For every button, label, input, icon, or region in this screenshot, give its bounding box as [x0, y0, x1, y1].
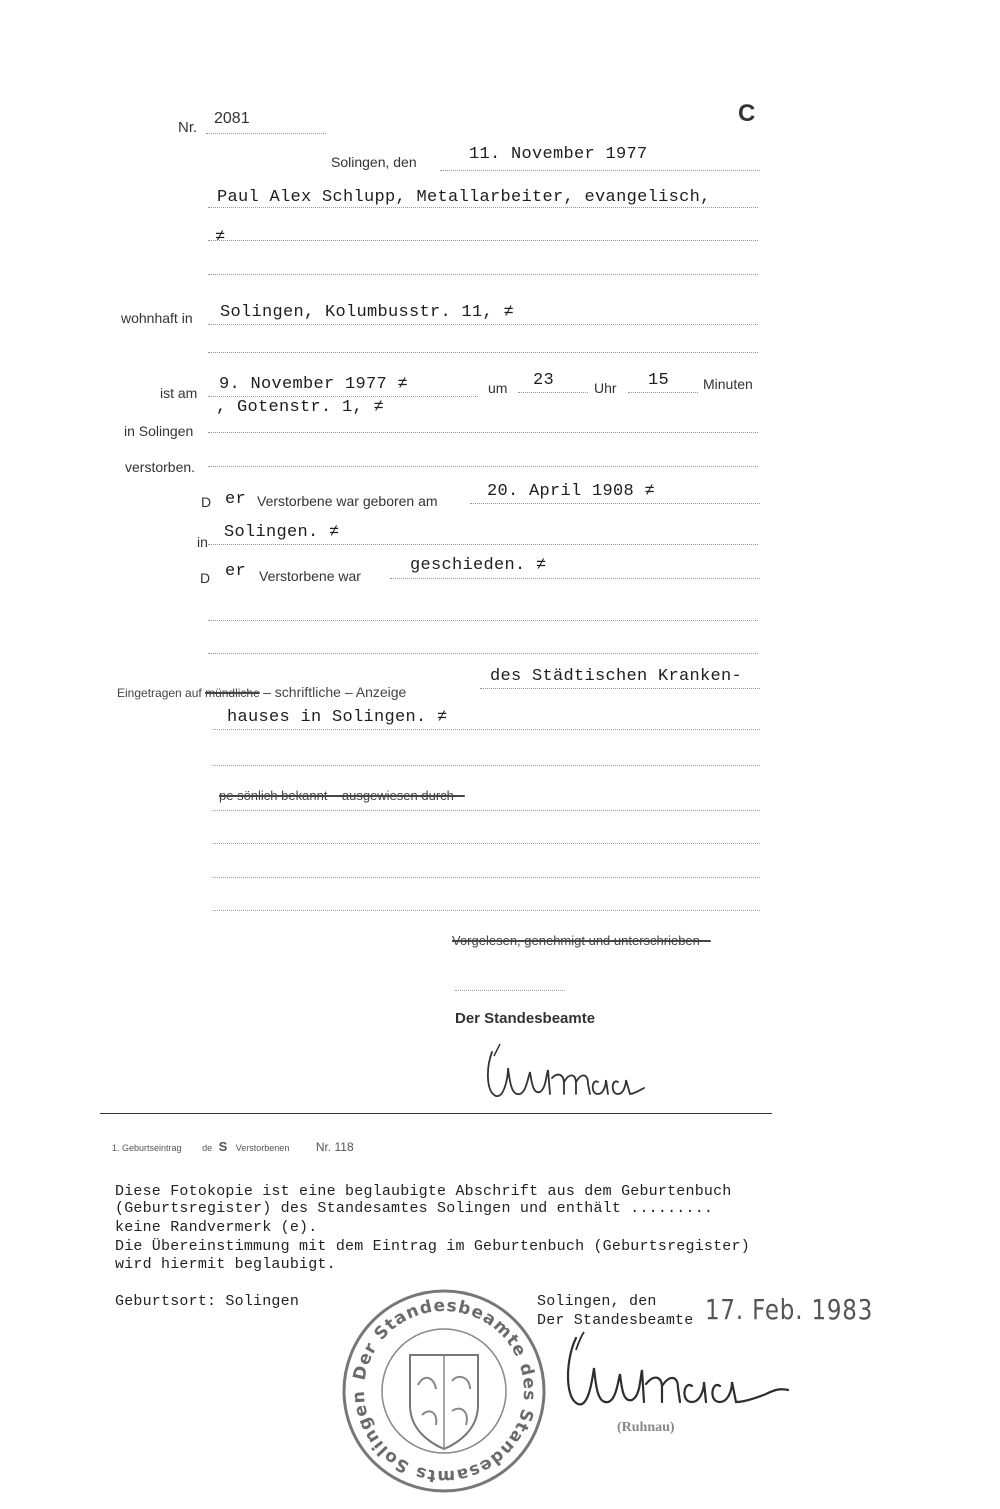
official-title: Der Standesbeamte — [455, 1010, 596, 1027]
cancel-mark: ≠ — [215, 228, 226, 247]
name-dotline-1 — [208, 207, 758, 208]
cert-city-date-label: Solingen, den — [537, 1293, 657, 1310]
birth-date-dotline — [470, 503, 760, 504]
footer-ref-4: Verstorbenen — [235, 1143, 290, 1153]
identity-dotline-4 — [213, 910, 760, 911]
death-minutes: 15 — [648, 371, 670, 390]
name-stamp: (Ruhnau) — [617, 1420, 675, 1435]
cert-signature — [560, 1328, 820, 1418]
death-place-label: in Solingen — [124, 423, 194, 439]
uhr-label: Uhr — [594, 380, 617, 396]
form-letter: C — [738, 100, 756, 127]
section-rule — [100, 1113, 772, 1114]
marital-status-value: geschieden. ≠ — [410, 556, 547, 575]
name-dotline-2 — [208, 240, 758, 241]
death-hour: 23 — [533, 371, 555, 390]
footer-ref-3: S — [218, 1139, 228, 1154]
time-um-label: um — [488, 380, 508, 396]
died-label: verstorben. — [125, 459, 196, 475]
cert-line-5: wird hiermit beglaubigt. — [115, 1256, 336, 1273]
er-suffix-2: er — [225, 562, 247, 581]
minutes-dotline — [628, 392, 698, 393]
cert-line-3: keine Randvermerk (e). — [115, 1219, 318, 1236]
death-date-value: 9. November 1977 ≠ — [219, 375, 409, 394]
identity-dotline-3 — [213, 877, 760, 878]
identity-struck-line: pe sönlich bekannt – ausgewiesen durch – — [219, 788, 465, 803]
status-dotline — [390, 578, 760, 579]
status-label: Verstorbene war — [259, 568, 361, 584]
residence-dotline — [208, 324, 758, 325]
nr-label: Nr. — [178, 119, 198, 136]
d-prefix-1: D — [201, 494, 212, 510]
er-suffix-1: er — [225, 490, 247, 509]
registration-value-line1: des Städtischen Kranken- — [490, 667, 743, 686]
birthplace-line: Geburtsort: Solingen — [115, 1293, 300, 1310]
minuten-label: Minuten — [703, 376, 753, 392]
status-dotline-2 — [208, 620, 758, 621]
identity-dotline-1 — [213, 810, 760, 811]
footer-reference — [112, 1139, 354, 1154]
registration-dotline-3 — [213, 765, 760, 766]
cert-stamp-date: 17. Feb. 1983 — [705, 1293, 874, 1326]
death-place-value: , Gotenstr. 1, ≠ — [216, 398, 385, 417]
cert-line-2: (Geburtsregister) des Standesamtes Solingen und enthält ......... — [115, 1200, 714, 1217]
registration-label — [117, 684, 406, 700]
identity-dotline-2 — [213, 843, 760, 844]
city-date-label: Solingen, den — [331, 154, 417, 170]
cert-official-label: Der Standesbeamte — [537, 1312, 694, 1329]
cert-line-1: Diese Fotokopie ist eine beglaubigte Abschrift aus dem Geburtenbuch — [115, 1183, 732, 1200]
date-dotline — [440, 170, 760, 171]
residence-value: Solingen, Kolumbusstr. 11, ≠ — [220, 303, 515, 322]
official-seal — [338, 1285, 550, 1497]
registration-prefix: Eingetragen auf — [117, 686, 202, 700]
birthplace-dotline — [208, 544, 758, 545]
birth-date-value: 20. April 1908 ≠ — [487, 482, 656, 501]
death-place-dotline — [208, 432, 758, 433]
registration-value-line2: hauses in Solingen. ≠ — [227, 708, 448, 727]
registration-suffix: – schriftliche – Anzeige — [263, 684, 407, 700]
read-approved-struck: Vorgelesen, genehmigt und unterschrieben – — [452, 933, 711, 948]
death-date-label: ist am — [160, 385, 198, 401]
nr-value: 2081 — [214, 110, 250, 127]
status-dotline-3 — [208, 653, 758, 654]
footer-ref-1: 1. Geburtseintrag — [112, 1143, 182, 1153]
died-dotline — [208, 466, 758, 467]
nr-dotline — [206, 133, 326, 134]
official-signature — [478, 1038, 668, 1108]
name-dotline-3 — [208, 274, 758, 275]
death-date-dotline — [208, 396, 478, 397]
hour-dotline — [518, 392, 588, 393]
deceased-name-line: Paul Alex Schlupp, Metallarbeiter, evangelisch, — [217, 188, 711, 207]
footer-ref-2: de — [202, 1143, 213, 1153]
registration-dotline-1 — [480, 688, 760, 689]
official-dotline — [455, 990, 565, 991]
cert-line-4: Die Übereinstimmung mit dem Eintrag im Geburtenbuch (Geburtsregister) — [115, 1238, 750, 1255]
birthplace-value: Solingen. ≠ — [224, 523, 340, 542]
born-label: Verstorbene war geboren am — [257, 493, 438, 509]
registration-dotline-2 — [213, 729, 760, 730]
birthplace-in-label: in — [197, 534, 208, 550]
registration-struck-word: mündliche — [205, 686, 260, 700]
residence-label: wohnhaft in — [121, 310, 193, 326]
seal-text: Der Standesbeamte des Standesamts Solingen — [348, 1295, 540, 1487]
d-prefix-2: D — [200, 570, 211, 586]
footer-ref-5: Nr. 118 — [315, 1140, 354, 1154]
residence-dotline-2 — [208, 352, 758, 353]
registration-date: 11. November 1977 — [469, 145, 648, 164]
